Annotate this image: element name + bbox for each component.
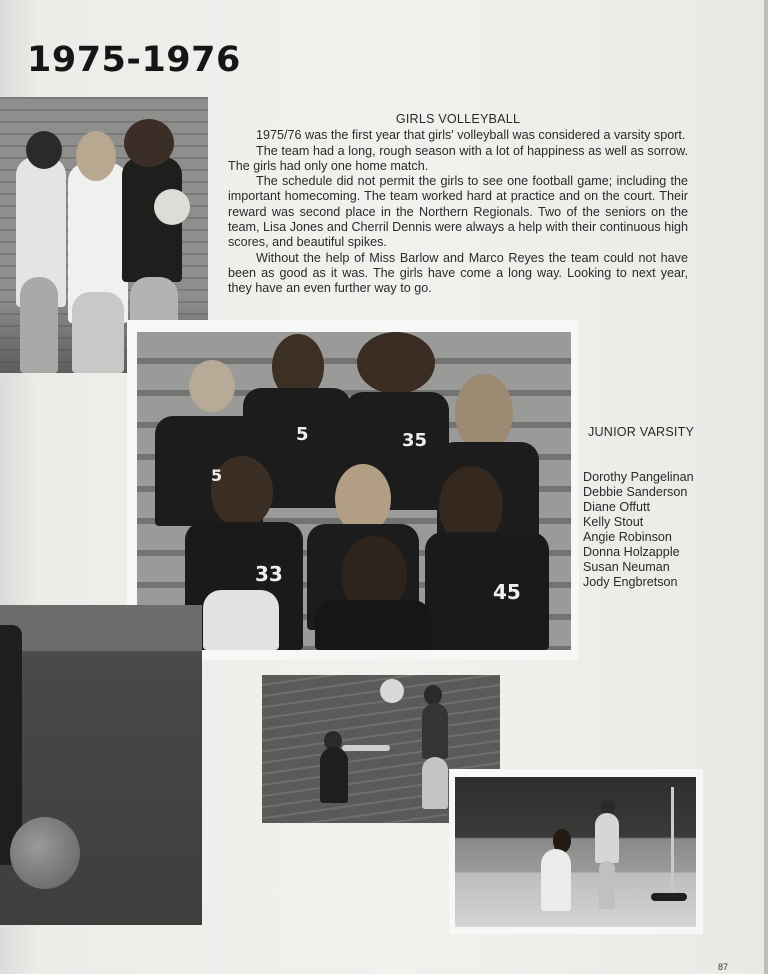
page-number: 87: [718, 962, 729, 972]
article-paragraph: The schedule did not permit the girls to see one football game; including the important homecoming. The team worked hard at practice and on the court. Their reward was second place in the Northern Regionals. Two of the seniors on the team, Lisa Jones and Cherril Dennis were always a help with their continuous high scores, and beautiful spikes.: [228, 174, 688, 250]
junior-varsity-heading: JUNIOR VARSITY: [588, 425, 695, 439]
player-figure: [422, 703, 448, 759]
player-head: [455, 374, 513, 452]
net-base: [651, 893, 687, 901]
player-knees: [203, 590, 279, 650]
article-paragraph: The team had a long, rough season with a lot of happiness as well as sorrow. The girls had only one home match.: [228, 143, 688, 173]
player-head: [357, 332, 435, 394]
jersey-number: 45: [493, 580, 521, 604]
player-head: [424, 685, 442, 705]
player-head: [26, 131, 62, 169]
roster-item: Susan Neuman: [583, 560, 670, 574]
article: [228, 112, 688, 297]
player-head: [124, 119, 174, 167]
year-title: 1975-1976: [27, 40, 241, 80]
player-legs: [72, 292, 124, 373]
volleyball: [154, 189, 190, 225]
volleyball: [10, 817, 80, 889]
player-arm: [342, 745, 390, 751]
jersey-number: 5: [296, 424, 309, 445]
article-paragraph: Without the help of Miss Barlow and Marco Reyes the team could not have been as good as it was. The girls have come a long way. Looking to next year, they have an even further way to go.: [228, 250, 688, 296]
roster-item: Debbie Sanderson: [583, 485, 688, 499]
roster-item: Kelly Stout: [583, 515, 644, 529]
article-paragraph: 1975/76 was the first year that girls' volleyball was considered a varsity sport.: [256, 128, 686, 143]
roster-item: Diane Offutt: [583, 500, 650, 514]
jersey-number: 35: [402, 430, 428, 451]
player-figure: [320, 747, 348, 803]
player-figure: [595, 813, 619, 863]
player-legs: [20, 277, 58, 373]
roster-item: Dorothy Pangelinan: [583, 470, 694, 484]
player-figure: [425, 532, 549, 650]
team-photo: [137, 332, 571, 650]
player-head: [189, 360, 235, 412]
volleyball-closeup-photo: [0, 605, 202, 925]
article-heading: GIRLS VOLLEYBALL: [395, 112, 521, 126]
jersey-number: 33: [255, 562, 283, 586]
page-edge: [764, 0, 768, 974]
roster-item: Donna Holzapple: [583, 545, 680, 559]
player-legs: [422, 757, 448, 809]
roster-item: Angie Robinson: [583, 530, 672, 544]
jersey-number: 5: [211, 466, 223, 485]
net-post: [671, 787, 674, 897]
player-legs: [599, 861, 615, 909]
serve-photo: [455, 777, 696, 927]
player-head: [76, 131, 116, 181]
junior-varsity-roster: [583, 470, 694, 590]
photo-wall: [0, 605, 202, 651]
roster-item: Jody Engbretson: [583, 575, 678, 589]
player-figure: [541, 849, 571, 911]
player-figure: [315, 600, 431, 650]
volleyball: [380, 679, 404, 703]
